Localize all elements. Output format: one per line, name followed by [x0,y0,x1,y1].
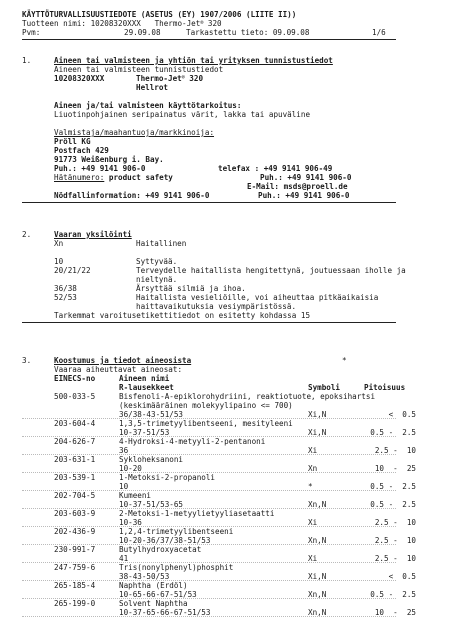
substance-r-phrases: 41 [119,554,129,563]
substance-concentration: 2.5 - 10 [374,536,416,545]
section-3-heading: Koostumus ja tiedot aineosista [54,356,192,365]
substance-r-phrases: 36 [119,446,129,455]
date-label: Pvm: [22,28,41,37]
trade-name [136,74,203,83]
substance-r-phrases: 10-65-66-67-51/53 [119,590,197,599]
risk-phrase-code: 10 [54,257,64,266]
col-symbol: Symboli [308,383,341,392]
substance-symbol: Xi,N [308,428,327,437]
risk-phrase-text: Haitallista vesieliöille, voi aiheuttaa pitkäaikaisia [136,293,379,302]
emergency-info-phone: Puh.: +49 9141 906-0 [258,191,350,200]
product-line [22,19,222,28]
hazard-symbol: Xn [54,239,64,248]
substance-symbol: Xn,N [308,590,327,599]
section-1-divider [22,202,396,203]
substance-concentration: 2.5 - 10 [374,446,416,455]
company-fax: telefax : +49 9141 906-49 [218,164,333,173]
einecs-number: 202-436-9 [54,527,96,536]
substance-name: 2-Metoksi-1-metyylietyyliasetaatti [119,509,275,518]
substance-concentration: 0.5 - 2.5 [370,590,416,599]
substance-r-phrases: 10-37-65-66-67-51/53 [119,608,211,617]
substance-name: Solvent Naphtha [119,599,188,608]
section-3-number: 3. [22,356,32,365]
company-name: Pröll KG [54,137,91,146]
risk-phrase-text: nieltynä. [136,275,178,284]
substance-name: (keskimääräinen molekyylipaino <= 700) [119,401,293,410]
risk-phrase-text: Ärsyttää silmiä ja ihoa. [136,284,246,293]
trade-name-number: 320 [184,74,204,83]
substance-symbol: Xn [308,464,318,473]
changed-marker: * [342,356,347,365]
substance-concentration: 10 - 25 [374,608,416,617]
substance-symbol: Xn,N [308,500,327,509]
substance-concentration: < 0.5 [388,572,416,581]
substance-r-phrases: 10-36 [119,518,142,527]
substance-concentration: 0.5 - 2.5 [370,428,416,437]
substance-r-phrases: 10 [119,482,129,491]
substance-r-phrases: 10-37-51/53-65 [119,500,184,509]
product-label: Tuotteen nimi: 10208320XXX [22,19,141,28]
use-text: Liuotinpohjainen seripainatus värit, lakka tai apuväline [54,110,311,119]
col-einecs: EINECS-no [54,374,96,383]
einecs-number: 203-539-1 [54,473,96,482]
section-1-number: 1. [22,56,32,65]
einecs-number: 203-604-4 [54,419,96,428]
product-name: Thermo-Jet [154,19,201,28]
einecs-number: 500-033-5 [54,392,96,401]
emergency-value: product safety [104,173,173,182]
einecs-number: 203-603-9 [54,509,96,518]
risk-phrase-text: Syttyvää. [136,257,178,266]
use-heading: Aineen ja/tai valmisteen käyttötarkoitus: [54,101,242,110]
substance-symbol: Xn,N [308,608,327,617]
section-2-heading: Vaaran yksilöinti [54,230,132,239]
emergency-label: Hätänumero: [54,173,105,182]
einecs-number: 202-704-5 [54,491,96,500]
substance-name: Naphtha (Erdöl) [119,581,188,590]
substance-r-phrases: 36/38-43-51/53 [119,410,184,419]
identifier-subheading: Aineen tai valmisteen tunnistustiedot [54,65,224,74]
einecs-number: 230-991-7 [54,545,96,554]
date-value: 29.09.08 [124,28,161,37]
substance-symbol: Xi,N [308,572,327,581]
substance-concentration: < 0.5 [388,410,416,419]
product-number: 320 [203,19,222,28]
einecs-number: 265-199-0 [54,599,96,608]
substance-name: Bisfenoli-A-epiklorohydriini, reaktiotuote, epoksihartsi [119,392,376,401]
emergency-info: Nödfallinformation: +49 9141 906-0 [54,191,210,200]
risk-phrase-text: haittavaikutuksia vesiympäristössä. [136,302,297,311]
col-r-phrases: R-lausekkeet [119,383,174,392]
section-2-divider [22,322,396,323]
product-colour: Hellrot [136,83,169,92]
risk-phrase-code: 36/38 [54,284,77,293]
substance-concentration: 0.5 - 2.5 [370,482,416,491]
emergency-line [54,173,173,182]
substance-symbol: * [308,482,313,491]
substance-name: Sykloheksanoni [119,455,184,464]
col-substance-name: Aineen nimi [119,374,170,383]
einecs-number: 265-185-4 [54,581,96,590]
substance-name: 4-Hydroksi-4-metyyli-2-pentanoni [119,437,266,446]
checked-date: Tarkastettu tieto: 09.09.08 [186,28,310,37]
substance-name: 1,3,5-trimetyylibentseeni, mesityleeni [119,419,293,428]
hazard-symbol-text: Haitallinen [136,239,187,248]
document-title: KÄYTTÖTURVALLISUUSTIEDOTE (ASETUS (EY) 1907/2006 (LIITE II)) [22,10,297,19]
einecs-number: 203-631-1 [54,455,96,464]
substance-concentration: 2.5 - 10 [374,518,416,527]
einecs-number: 204-626-7 [54,437,96,446]
risk-phrase-code: 52/53 [54,293,77,302]
risk-phrase-text: Terveydelle haitallista hengitettynä, joutuessaan iholle ja [136,266,406,275]
substance-concentration: 0.5 - 2.5 [370,500,416,509]
company-email[interactable]: E-Mail: msds@proell.de [247,182,348,191]
company-phone: Puh.: +49 9141 906-0 [54,164,146,173]
substance-concentration: 10 - 25 [374,464,416,473]
einecs-number: 247-759-6 [54,563,96,572]
substance-symbol: Xi [308,554,318,563]
section-1-heading: Aineen tai valmisteen ja yhtiön tai yrityksen tunnistustiedot [54,56,333,65]
substance-name: Tris(nonylphenyl)phosphit [119,563,234,572]
substance-r-phrases: 38-43-50/53 [119,572,170,581]
substance-name: 1-Metoksi-2-propanoli [119,473,216,482]
substance-name: Butylhydroxyacetat [119,545,202,554]
row-divider [22,616,396,617]
company-city: 91773 Weißenburg i. Bay. [54,155,164,164]
substance-name: 1,2,4-trimetyylibentseeni [119,527,234,536]
substance-symbol: Xi [308,518,318,527]
manufacturer-heading: Valmistaja/maahantuoja/markkinoija: [54,128,215,137]
substance-symbol: Xi [308,446,318,455]
substance-symbol: Xn,N [308,536,327,545]
trade-name-text: Thermo-Jet [136,74,182,83]
substance-r-phrases: 10-37-51/53 [119,428,170,437]
product-code: 10208320XXX [54,74,105,83]
section-3-intro: Vaaraa aiheuttavat aineosat: [54,365,183,374]
product-reg-mark: ® [200,20,204,26]
trade-name-reg-mark: ® [181,75,185,81]
substance-concentration: 2.5 - 10 [374,554,416,563]
section-2-number: 2. [22,230,32,239]
substance-name: Kumeeni [119,491,152,500]
substance-r-phrases: 10-20 [119,464,142,473]
risk-phrase-code: 20/21/22 [54,266,91,275]
substance-symbol: Xi,N [308,410,327,419]
company-street: Postfach 429 [54,146,109,155]
header-divider [22,39,396,40]
label-note: Tarkemmat varoitusetikettitiedot on esitetty kohdassa 15 [54,311,311,320]
page-number: 1/6 [372,28,386,37]
col-concentration: Pitoisuus [364,383,406,392]
emergency-phone: Puh.: +49 9141 906-0 [260,173,352,182]
substance-r-phrases: 10-20-36/37/38-51/53 [119,536,211,545]
